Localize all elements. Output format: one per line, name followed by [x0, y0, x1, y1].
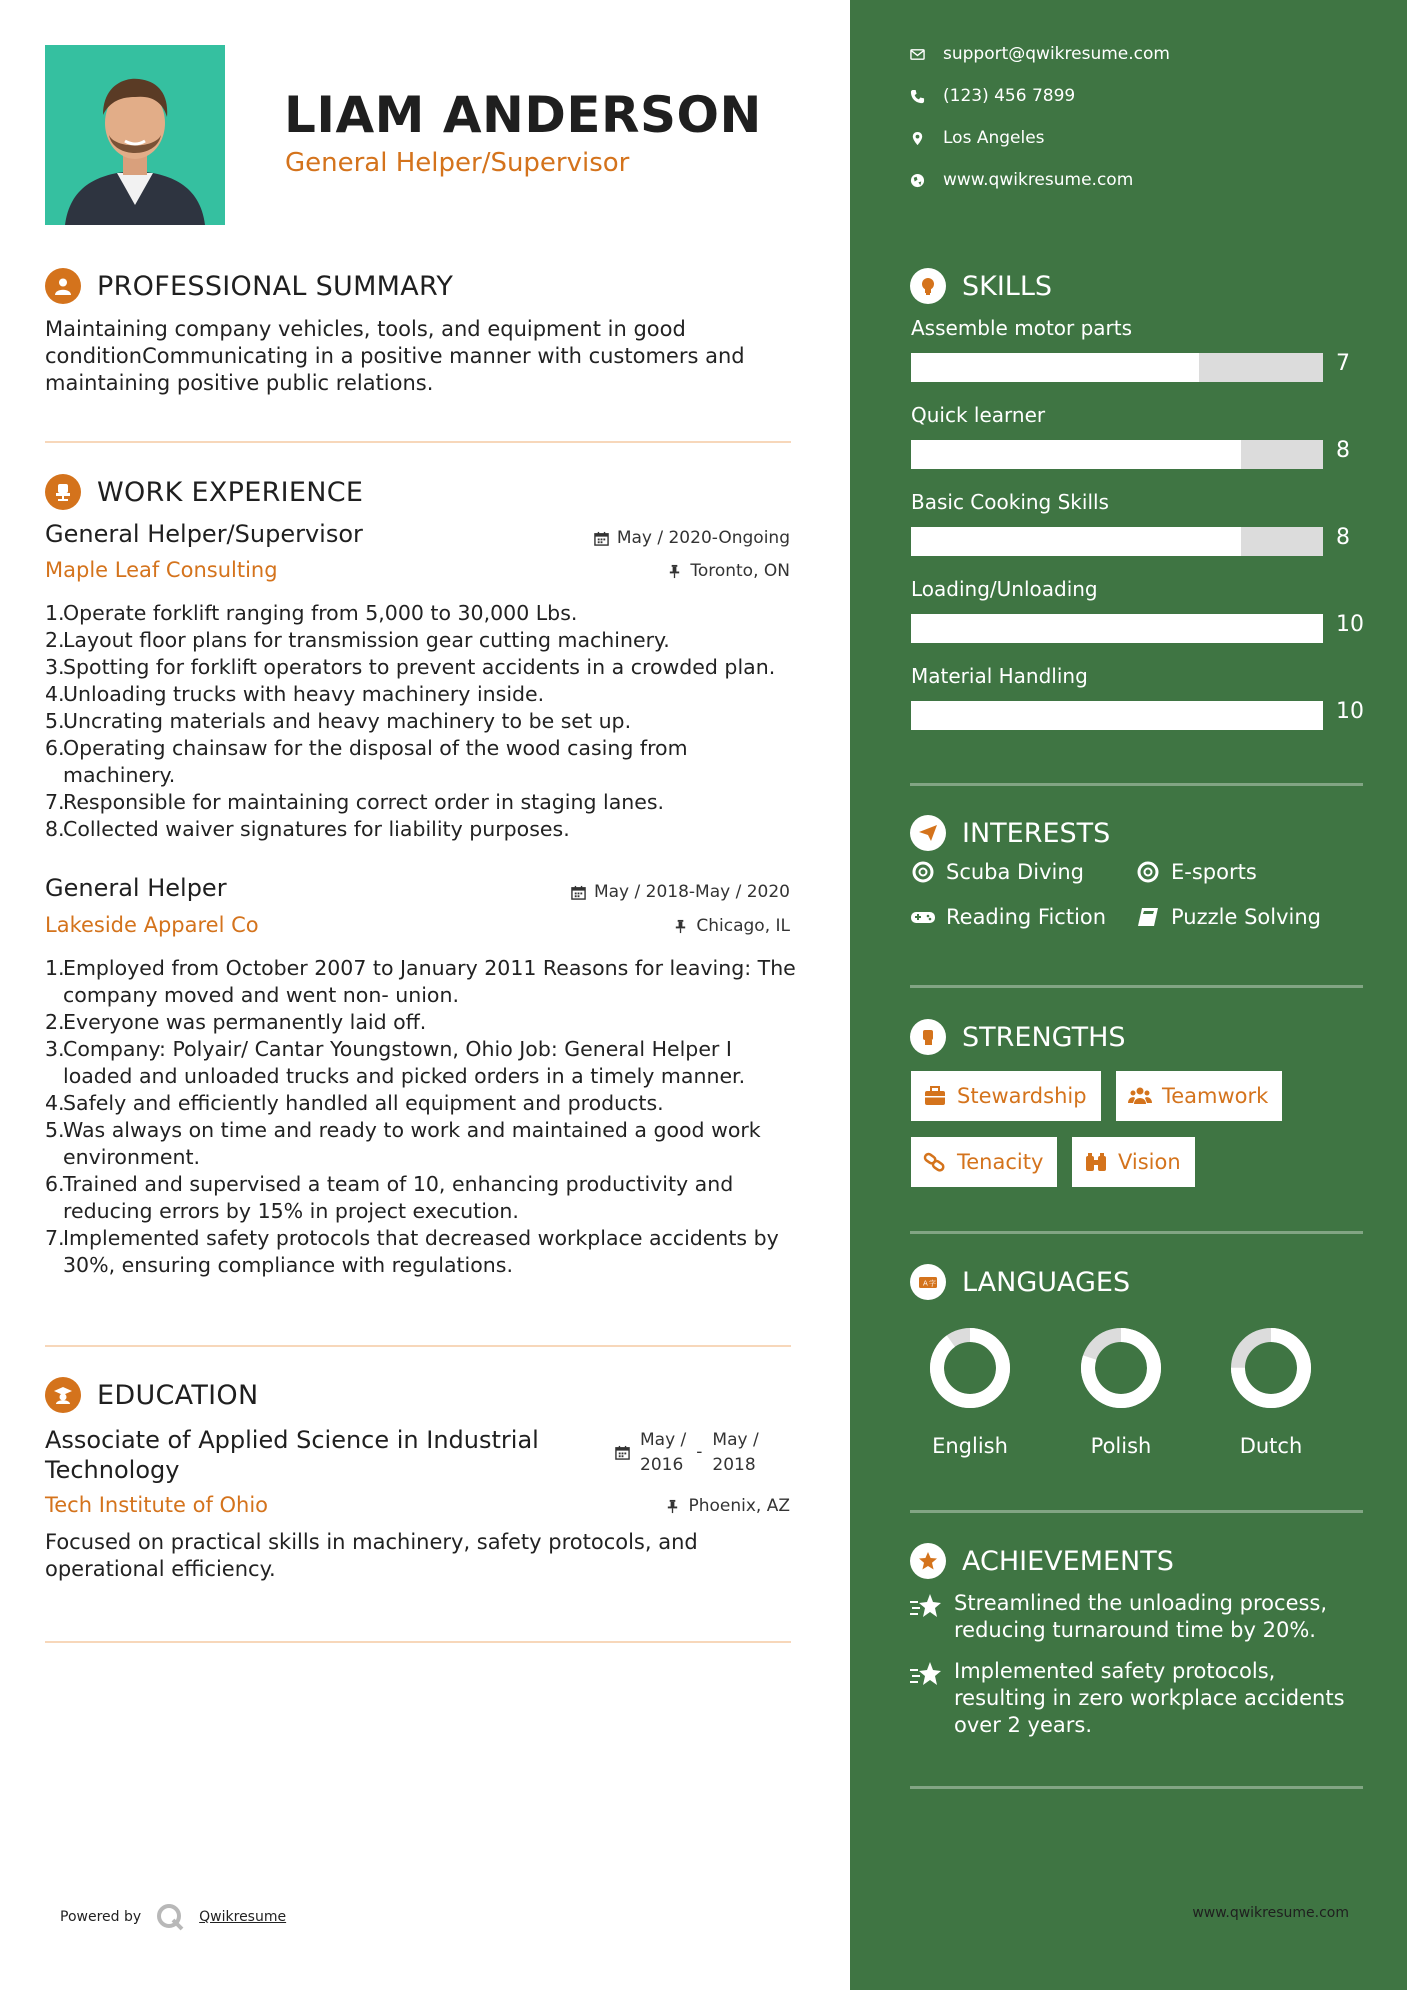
users-icon: [1128, 1086, 1152, 1106]
qwikresume-logo-icon: [155, 1902, 185, 1932]
job-company: Lakeside Apparel Co: [45, 913, 259, 937]
job-location: [673, 916, 790, 936]
shooting-star-icon: [910, 1660, 942, 1688]
bullet-item: 4. Unloading trucks with heavy machinery inside.: [45, 682, 545, 706]
achievements-heading: [910, 1543, 1174, 1579]
language-name: Dutch: [1239, 1434, 1303, 1458]
fist-icon: [910, 1019, 946, 1055]
languages-title: LANGUAGES: [962, 1266, 1131, 1298]
bullet-item: 5. Was always on time and ready to work and maintained a good work environment.: [45, 1118, 761, 1169]
binoculars-icon: [1084, 1152, 1108, 1172]
skill-bar: [911, 353, 1323, 382]
sidebar-divider: [910, 1231, 1363, 1234]
sidebar-divider: [910, 1786, 1363, 1789]
achievement-item: [910, 1658, 1365, 1739]
book-icon: [1135, 906, 1161, 928]
profile-photo: [45, 45, 225, 225]
job-location-text: Toronto, ON: [690, 561, 790, 581]
phone-icon: [910, 89, 925, 104]
location-text: Los Angeles: [943, 128, 1045, 148]
skill-bar-fill: [911, 614, 1323, 643]
lifebuoy-icon: [1135, 861, 1161, 883]
envelope-icon: [910, 47, 925, 62]
strength-label: Tenacity: [957, 1150, 1044, 1174]
education-title: EDUCATION: [97, 1379, 259, 1411]
summary-text: Maintaining company vehicles, tools, and equipment in good conditionCommunicating in a positive manner with customers and maintaining positive public relations.: [45, 317, 745, 395]
skill-name: Assemble motor parts: [911, 316, 1133, 340]
job-location: [667, 561, 790, 581]
skill-bar: [911, 614, 1323, 643]
achievement-text: Streamlined the unloading process, reducing turnaround time by 20%.: [954, 1591, 1328, 1642]
job-dates-text: May / 2020-Ongoing: [616, 528, 790, 548]
shooting-star-icon: [910, 1592, 942, 1620]
strength-tag: [911, 1137, 1057, 1187]
end-date: May / 2018: [712, 1430, 759, 1475]
strength-label: Vision: [1118, 1150, 1181, 1174]
bullet-item: 2. Layout floor plans for transmission gear cutting machinery.: [45, 628, 670, 652]
bullet-item: 8. Collected waiver signatures for liability purposes.: [45, 817, 570, 841]
language-item: [1066, 1326, 1176, 1458]
gamepad-icon: [910, 906, 936, 928]
interest-label: Reading Fiction: [946, 905, 1107, 929]
map-marker-icon: [910, 131, 925, 146]
skill-name: Material Handling: [911, 664, 1088, 688]
bullet-item: 3. Spotting for forklift operators to prevent accidents in a crowded plan.: [45, 655, 776, 679]
user-icon: [45, 268, 81, 304]
skill-value: 8: [1336, 438, 1350, 463]
contact-location: [910, 128, 1045, 148]
interest-label: Scuba Diving: [946, 860, 1084, 884]
interest-label: Puzzle Solving: [1171, 905, 1321, 929]
job-title: General Helper: [45, 874, 227, 902]
language-ring: [1079, 1326, 1163, 1410]
interest-item: [910, 905, 1106, 929]
bullet-item: 6. Trained and supervised a team of 10, enhancing productivity and reducing errors by 15% in project execution.: [45, 1172, 734, 1223]
language-ring-fill: [937, 1335, 1003, 1401]
bullet-item: 7. Responsible for maintaining correct order in staging lanes.: [45, 790, 665, 814]
contact-phone[interactable]: [910, 86, 1075, 106]
star-badge-icon: [910, 1543, 946, 1579]
language-ring: [1229, 1326, 1313, 1410]
website-text: www.qwikresume.com: [943, 170, 1134, 190]
skill-bar-fill: [911, 440, 1241, 469]
strength-tag: [1116, 1071, 1282, 1121]
skill-value: 7: [1336, 351, 1350, 376]
school-name: Tech Institute of Ohio: [45, 1493, 269, 1517]
graduate-icon: [45, 1377, 81, 1413]
skill-bar-fill: [911, 353, 1199, 382]
interest-item: [910, 860, 1084, 884]
lightbulb-icon: [910, 268, 946, 304]
calendar-icon: [594, 531, 609, 546]
skill-value: 8: [1336, 525, 1350, 550]
education-dates: [615, 1428, 759, 1478]
strengths-title: STRENGTHS: [962, 1021, 1126, 1053]
job-dates-text: May / 2018-May / 2020: [593, 882, 790, 902]
education-description: Focused on practical skills in machinery, safety protocols, and operational efficiency.: [45, 1530, 698, 1581]
skill-bar: [911, 440, 1323, 469]
divider: [45, 1345, 791, 1347]
candidate-name: LIAM ANDERSON: [284, 86, 762, 144]
qwikresume-link[interactable]: Qwikresume: [199, 1909, 287, 1925]
chair-icon: [45, 474, 81, 510]
job-company: Maple Leaf Consulting: [45, 558, 278, 582]
degree-title: [45, 1425, 539, 1485]
skill-name: Basic Cooking Skills: [911, 490, 1109, 514]
skill-bar-fill: [911, 527, 1241, 556]
skill-value: 10: [1336, 612, 1364, 637]
calendar-icon: [615, 1445, 630, 1460]
strengths-heading: [910, 1019, 1126, 1055]
pin-icon: [667, 564, 682, 579]
bullet-item: 7. Implemented safety protocols that decreased workplace accidents by 30%, ensuring compliance with regulations.: [45, 1226, 779, 1277]
job-bullets: [45, 955, 797, 1279]
language-item: [915, 1326, 1025, 1458]
strength-tag: [1072, 1137, 1195, 1187]
summary-heading: [45, 268, 453, 304]
sidebar-divider: [910, 1510, 1363, 1513]
skills-title: SKILLS: [962, 270, 1053, 302]
interest-item: [1135, 860, 1257, 884]
powered-by: [60, 1902, 286, 1932]
calendar-icon: [571, 885, 586, 900]
divider: [45, 1641, 791, 1643]
job-title: General Helper/Supervisor: [45, 520, 363, 548]
summary-title: PROFESSIONAL SUMMARY: [97, 270, 454, 302]
degree-line: Technology: [45, 1456, 180, 1484]
interests-title: INTERESTS: [962, 817, 1111, 849]
achievement-item: [910, 1590, 1365, 1644]
skill-bar: [911, 527, 1323, 556]
job-dates: [594, 528, 790, 548]
globe-icon: [910, 173, 925, 188]
education-location-text: Phoenix, AZ: [688, 1496, 790, 1516]
date-dash: -: [696, 1442, 703, 1462]
language-ring: [928, 1326, 1012, 1410]
divider: [45, 441, 791, 443]
strength-tag: [911, 1071, 1101, 1121]
lifebuoy-icon: [910, 861, 936, 883]
skill-value: 10: [1336, 699, 1364, 724]
language-name: Polish: [1090, 1434, 1152, 1458]
skill-name: Loading/Unloading: [911, 577, 1098, 601]
pin-icon: [673, 919, 688, 934]
bullet-item: 5. Uncrating materials and heavy machinery to be set up.: [45, 709, 632, 733]
paper-plane-icon: [910, 815, 946, 851]
skill-name: Quick learner: [911, 403, 1046, 427]
skill-bar: [911, 701, 1323, 730]
bullet-item: 1. Operate forklift ranging from 5,000 to 30,000 Lbs.: [45, 601, 578, 625]
experience-title: WORK EXPERIENCE: [97, 476, 364, 508]
strength-label: Teamwork: [1162, 1084, 1269, 1108]
experience-heading: [45, 474, 363, 510]
sidebar-divider: [910, 783, 1363, 786]
start-date: May / 2016: [640, 1430, 687, 1475]
bullet-item: 1. Employed from October 2007 to January 2011 Reasons for leaving: The company moved and went non- union.: [45, 956, 796, 1007]
interest-label: E-sports: [1171, 860, 1257, 884]
language-item: [1216, 1326, 1326, 1458]
pin-icon: [665, 1499, 680, 1514]
powered-by-label: Powered by: [60, 1909, 142, 1925]
footer-website[interactable]: www.qwikresume.com: [1192, 1905, 1349, 1921]
achievement-text: Implemented safety protocols, resulting in zero workplace accidents over 2 years.: [954, 1659, 1345, 1737]
candidate-role: General Helper/Supervisor: [285, 148, 630, 178]
bullet-item: 2. Everyone was permanently laid off.: [45, 1010, 427, 1034]
email-text: support@qwikresume.com: [943, 44, 1170, 64]
svg-text:A: A: [923, 1279, 928, 1288]
education-location: [665, 1496, 790, 1516]
phone-text: (123) 456 7899: [943, 86, 1076, 106]
briefcase-icon: [923, 1086, 947, 1106]
sidebar-divider: [910, 985, 1363, 988]
contact-email[interactable]: [910, 44, 1170, 64]
bullet-item: 4. Safely and efficiently handled all equipment and products.: [45, 1091, 664, 1115]
language-name: English: [932, 1434, 1008, 1458]
job-dates: [571, 882, 790, 902]
strength-label: Stewardship: [957, 1084, 1087, 1108]
interests-heading: [910, 815, 1110, 851]
svg-text:字: 字: [929, 1279, 936, 1288]
languages-heading: [910, 1264, 1130, 1300]
link-icon: [923, 1152, 947, 1172]
language-icon: [910, 1264, 946, 1300]
job-location-text: Chicago, IL: [696, 916, 790, 936]
achievements-title: ACHIEVEMENTS: [962, 1545, 1174, 1577]
skill-bar-fill: [911, 701, 1323, 730]
degree-line: Associate of Applied Science in Industrial: [45, 1426, 539, 1454]
job-bullets: [45, 600, 797, 843]
education-heading: [45, 1377, 258, 1413]
bullet-item: 3. Company: Polyair/ Cantar Youngstown, Ohio Job: General Helper I loaded and unloaded trucks and picked orders in a timely manner.: [45, 1037, 746, 1088]
bullet-item: 6. Operating chainsaw for the disposal of the wood casing from machinery.: [45, 736, 688, 787]
contact-website[interactable]: [910, 170, 1133, 190]
skills-heading: [910, 268, 1052, 304]
interest-item: [1135, 905, 1321, 929]
